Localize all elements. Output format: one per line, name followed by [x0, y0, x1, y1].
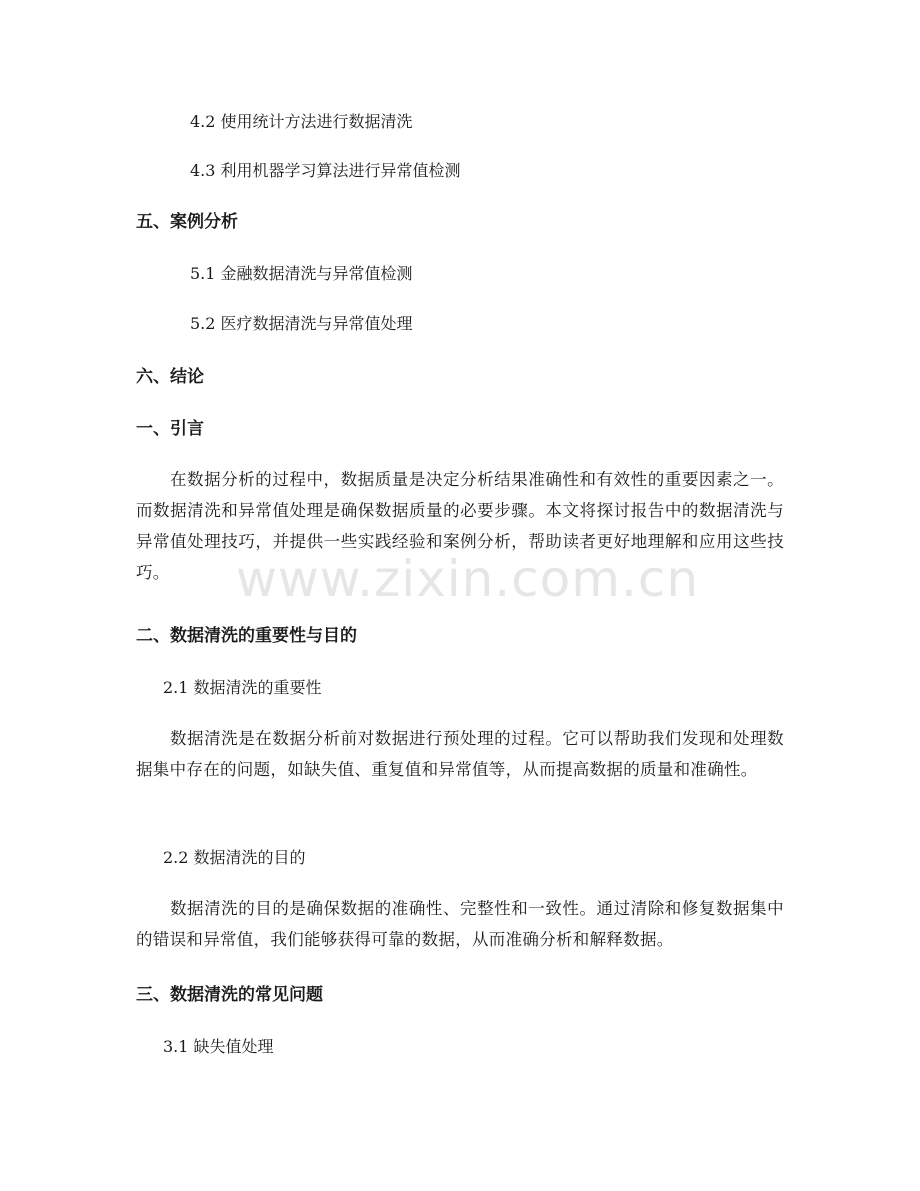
- watermark-text: www.zixin.com.cn: [236, 550, 700, 608]
- toc-section-5: 五、案例分析: [136, 212, 238, 232]
- toc-item-5-2: 5.2 医疗数据清洗与异常值处理: [190, 314, 413, 333]
- toc-item-5-1: 5.1 金融数据清洗与异常值检测: [190, 264, 413, 283]
- subsection-2-1-paragraph: 数据清洗是在数据分析前对数据进行预处理的过程。它可以帮助我们发现和处理数据集中存在的问题，如缺失值、重复值和异常值等，从而提高数据的质量和准确性。: [136, 729, 784, 779]
- subsection-2-1-title: 2.1 数据清洗的重要性: [163, 678, 322, 697]
- toc-item-4-3: 4.3 利用机器学习算法进行异常值检测: [190, 161, 461, 180]
- section-3-heading: 三、数据清洗的常见问题: [136, 985, 323, 1005]
- section-1-paragraph: 在数据分析的过程中，数据质量是决定分析结果准确性和有效性的重要因素之一。而数据清洗和异常值处理是确保数据质量的必要步骤。本文将探讨报告中的数据清洗与异常值处理技巧，并提供一些实践经验和案例分析，帮助读者更好地理解和应用这些技巧。: [136, 470, 784, 582]
- subsection-2-2-title: 2.2 数据清洗的目的: [163, 848, 306, 867]
- subsection-2-2-paragraph: 数据清洗的目的是确保数据的准确性、完整性和一致性。通过清除和修复数据集中的错误和异常值，我们能够获得可靠的数据，从而准确分析和解释数据。: [136, 899, 784, 949]
- toc-section-6: 六、结论: [136, 367, 204, 387]
- section-2-heading: 二、数据清洗的重要性与目的: [136, 626, 357, 646]
- toc-item-4-2: 4.2 使用统计方法进行数据清洗: [190, 112, 413, 131]
- section-1-heading: 一、引言: [136, 419, 204, 439]
- subsection-3-1-title: 3.1 缺失值处理: [163, 1037, 274, 1056]
